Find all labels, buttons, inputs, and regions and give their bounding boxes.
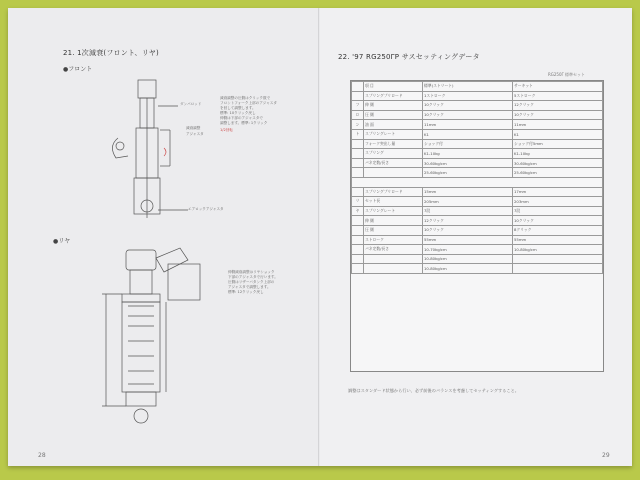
cell-circuit: 10-80kg/cm (513, 245, 603, 255)
settings-table (350, 80, 604, 372)
table-row (352, 254, 603, 264)
cell-circuit: 12クリック (513, 101, 603, 111)
left-page-number: 28 (38, 452, 46, 459)
cell-item: スプリングレート (364, 206, 423, 216)
cell-std: 55mm (423, 235, 513, 245)
cell-std: 1ストローク (423, 91, 513, 101)
cell-circuit: ショック付5mm (513, 139, 603, 149)
cell-cat (352, 216, 364, 226)
table-row (352, 225, 603, 235)
cell-cat (352, 235, 364, 245)
cell-cat (352, 168, 364, 178)
col-standard: 標準(ストリート) (423, 82, 513, 92)
cell-item: 伸 側 (364, 101, 423, 111)
cell-circuit: 10クリック (513, 110, 603, 120)
footnote: 調整はスタンダード状態から行い、必ず前後のバランスを考慮してセッティングすること。 (348, 388, 519, 393)
table-row (352, 110, 603, 120)
cell-item: 圧 側 (364, 225, 423, 235)
table-row (352, 149, 603, 159)
rear-shock-drawing (88, 246, 218, 436)
cell-cat: ヤ (352, 206, 364, 216)
cell-std: 10-80kg/cm (423, 254, 513, 264)
table-row (352, 139, 603, 149)
cell-std: K1-10kg (423, 149, 513, 159)
cell-std: 10-80kg/cm (423, 264, 513, 274)
front-fork-drawing (98, 78, 218, 228)
cell-item: スプリングプリロード (364, 187, 423, 197)
front-callout-bottom: エアロックアジャスタ (188, 207, 224, 211)
right-page-number: 29 (602, 452, 610, 459)
cell-std: 10-70kg/cm (423, 245, 513, 255)
cell-circuit: 11mm (513, 120, 603, 130)
cell-circuit: 7段 (513, 206, 603, 216)
cell-std: 10クリック (423, 101, 513, 111)
table-row (352, 91, 603, 101)
table-row (352, 206, 603, 216)
cell-circuit: 10クリック (513, 216, 603, 226)
front-label: ●フロント (63, 66, 93, 73)
cell-cat (352, 149, 364, 159)
cell-cat (352, 91, 364, 101)
table-row (352, 216, 603, 226)
cell-std: 11mm (423, 120, 513, 130)
cell-circuit: 8クリック (513, 225, 603, 235)
col-item: 項 目 (364, 82, 423, 92)
table-row (352, 264, 603, 274)
cell-circuit: 203mm (513, 197, 603, 207)
table-row (352, 235, 603, 245)
cell-cat: ロ (352, 110, 364, 120)
cell-circuit: 30-60kg/cm (513, 158, 603, 168)
cell-cat (352, 158, 364, 168)
front-callout-3: アジャスタ (186, 132, 204, 136)
cell-cat: ト (352, 129, 364, 139)
table-row (352, 245, 603, 255)
cell-item: スプリングプリロード (364, 91, 423, 101)
cell-cat (352, 254, 364, 264)
cell-item: セット長 (364, 197, 423, 207)
booklet (8, 8, 632, 466)
cell-item: スプリング (364, 149, 423, 159)
cell-cat: フ (352, 101, 364, 111)
cell-item: スプリングレート (364, 129, 423, 139)
left-section-title: 21. 1次減衰(フロント、リヤ) (63, 49, 159, 57)
col-circuit: サーキット (513, 82, 603, 92)
cell-std: 205mm (423, 197, 513, 207)
cell-circuit: 5ストローク (513, 91, 603, 101)
left-page (8, 8, 318, 466)
cell-cat: リ (352, 197, 364, 207)
right-section-title: 22. '97 RG250ΓP サスセッティングデータ (338, 53, 480, 61)
cell-item: バネ定数/長さ (364, 245, 423, 255)
cell-std: 15mm (423, 187, 513, 197)
table-row (352, 187, 603, 197)
cell-circuit (513, 254, 603, 264)
cell-std: 12クリック (423, 216, 513, 226)
rear-note: 伸側減衰調整はリヤショック 下部のアジャスタで行います。 圧側はリザーバタンク上部の アジャスタで調整します。 標準: 12クリック戻し (228, 270, 278, 294)
cell-item: バネ定数/長さ (364, 158, 423, 168)
cell-std: ショック付 (423, 139, 513, 149)
cell-circuit: K1-10kg (513, 149, 603, 159)
cell-circuit: 17mm (513, 187, 603, 197)
cell-std: 10クリック (423, 225, 513, 235)
front-note-red: 1/2回転 (220, 128, 233, 132)
front-callout-2: 減衰調整 (186, 126, 201, 130)
table-row (352, 101, 603, 111)
cell-std: 10クリック (423, 110, 513, 120)
cell-item: ストローク (364, 235, 423, 245)
front-note: 減衰調整の圧側はクリック数で フロントフォーク上部のアジャスタ を回して調整します。 標準: 10クリック戻し 伸側は下部のアジャスタで 調整します。標準: 1クリック (220, 96, 277, 125)
cell-item: 油 面 (364, 120, 423, 130)
cell-std: 7段 (423, 206, 513, 216)
right-page (320, 8, 632, 466)
unit-note: RG250Γ 標準セット (548, 72, 586, 77)
cell-item: 伸 側 (364, 216, 423, 226)
cell-circuit: K1 (513, 129, 603, 139)
table-row (352, 129, 603, 139)
cell-cat (352, 139, 364, 149)
table-row (352, 120, 603, 130)
cell-item (364, 254, 423, 264)
cell-item: フォーク突出し量 (364, 139, 423, 149)
cell-cat (352, 264, 364, 274)
cell-std: 30-60kg/cm (423, 158, 513, 168)
rear-label: ●リヤ (53, 238, 71, 245)
cell-item: 圧 側 (364, 110, 423, 120)
cell-std: 25-60kg/cm (423, 168, 513, 178)
cell-circuit: 55mm (513, 235, 603, 245)
cell-circuit: 25-60kg/cm (513, 168, 603, 178)
cell-item (364, 168, 423, 178)
table-header-row (352, 82, 603, 92)
front-callout-1: ダンパロッド (180, 102, 202, 106)
cell-cat (352, 245, 364, 255)
table-row (352, 168, 603, 178)
cell-cat (352, 187, 364, 197)
cell-cat: ン (352, 120, 364, 130)
cell-std: K1 (423, 129, 513, 139)
cell-circuit (513, 264, 603, 274)
cell-cat (352, 225, 364, 235)
table-row (352, 158, 603, 168)
table-row (352, 197, 603, 207)
cell-item (364, 264, 423, 274)
